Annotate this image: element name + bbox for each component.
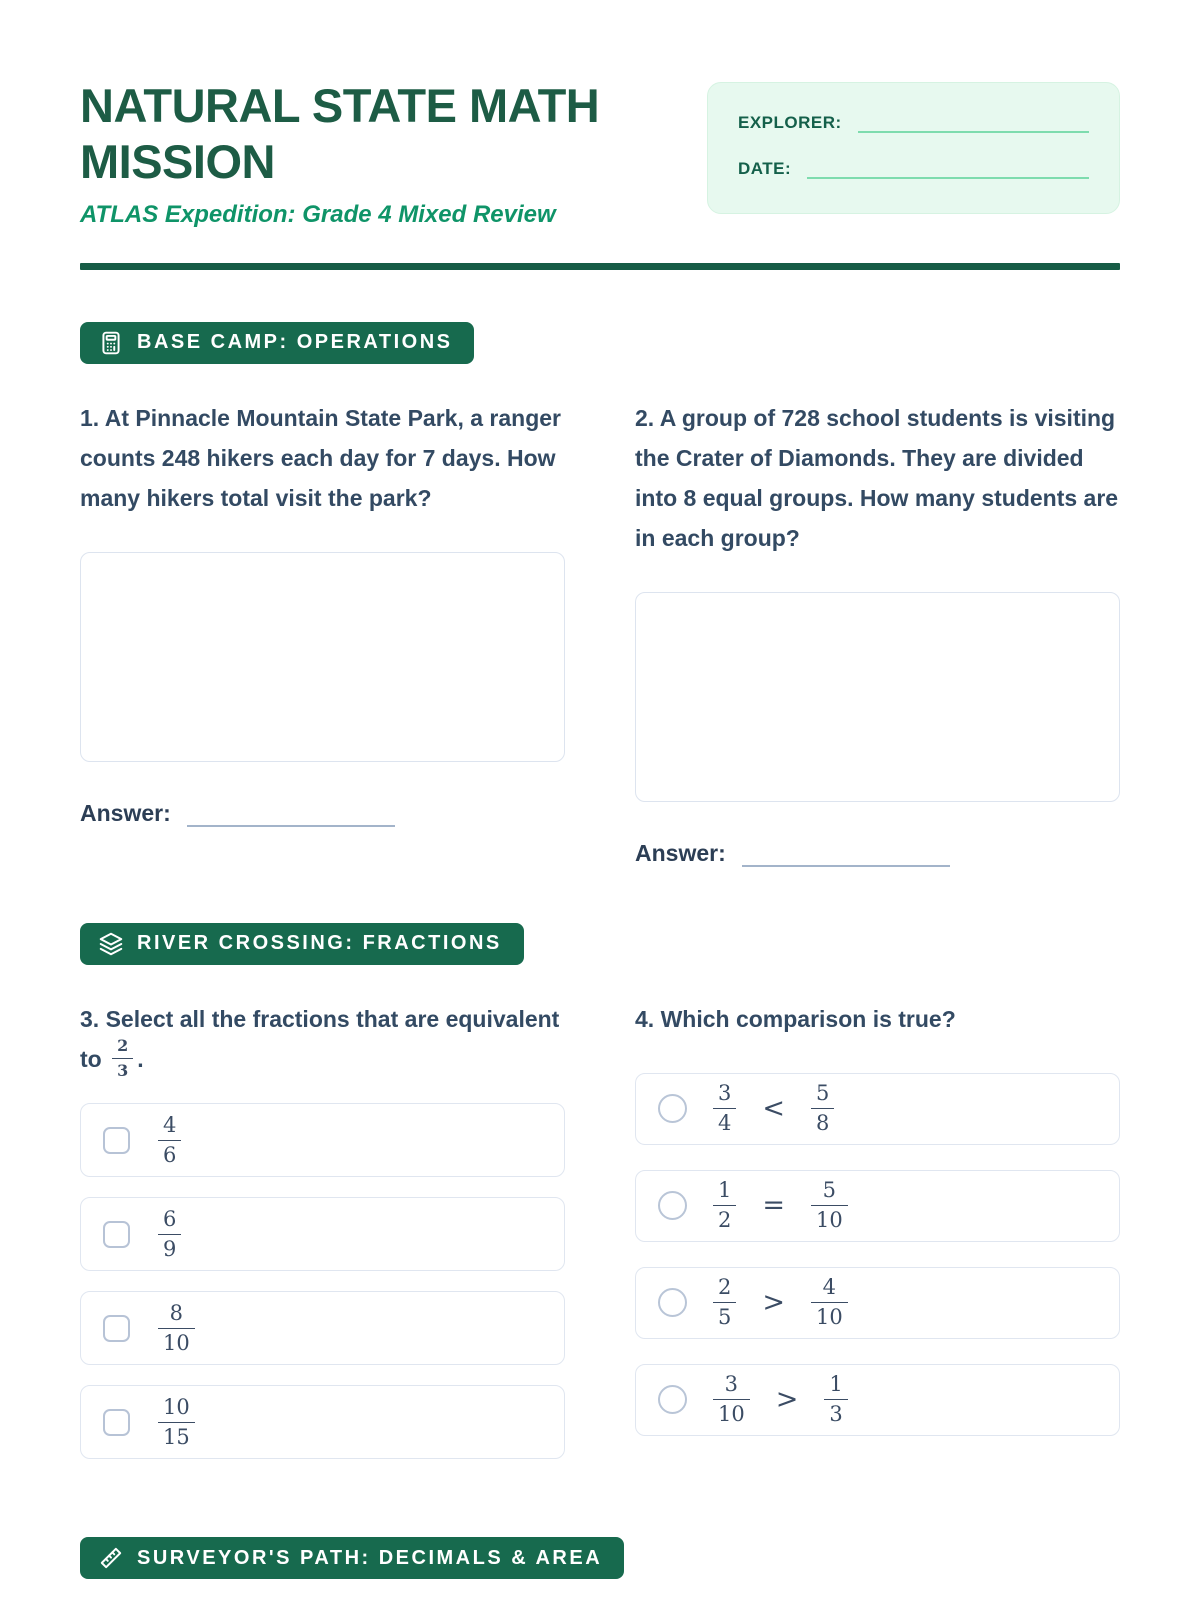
question-2-work-box[interactable] [635,592,1120,802]
comparison-operator: < [762,1093,785,1125]
fraction: $\frac{4}{6}$ [158,1115,181,1166]
checkbox[interactable] [103,1221,130,1248]
radio-button[interactable] [658,1288,687,1317]
section-label-decimals: SURVEYOR'S PATH: DECIMALS & AREA [137,1546,603,1569]
question-2-answer-line[interactable] [742,849,950,867]
question-2-answer-label: Answer: [635,839,726,866]
checkbox[interactable] [103,1409,130,1436]
comparison-operator: > [775,1384,799,1416]
checkbox[interactable] [103,1127,130,1154]
radio-button[interactable] [658,1191,687,1220]
q3-option-2[interactable] [80,1197,565,1271]
radio-button[interactable] [658,1385,687,1414]
question-3-text: 3. Select all the fractions that are equivalent to $\frac{2}{3}$ . [80,1005,560,1081]
radio-button[interactable] [658,1094,687,1123]
section-badge-fractions [80,923,524,965]
fraction: $\frac{8}{10}$ [158,1303,195,1354]
q3-option-3[interactable] [80,1291,565,1365]
question-1-work-box[interactable] [80,552,565,762]
fraction: $\frac{6}{9}$ [158,1209,181,1260]
fraction-right: $\frac{4}{10}$ [811,1277,848,1328]
q4-option-2[interactable] [635,1170,1120,1242]
date-label: DATE: [738,159,792,178]
target-fraction: $\frac{2}{3}$ [112,1038,133,1079]
fraction-right: $\frac{5}{10}$ [811,1180,848,1231]
question-1-text: 1. At Pinnacle Mountain State Park, a ranger counts 248 hikers each day for 7 days. How many hikers total visit the park? [80,404,562,511]
calculator-icon [98,330,124,356]
date-line[interactable] [807,159,1089,179]
question-1-answer-line[interactable] [187,809,395,827]
explorer-label: EXPLORER: [738,113,842,132]
layers-icon [98,931,124,957]
fraction-left: $\frac{3}{4}$ [713,1083,736,1134]
question-3-options [80,1103,565,1459]
question-1-answer-label: Answer: [80,799,171,826]
fraction-right: $\frac{1}{3}$ [824,1374,847,1425]
fraction-left: $\frac{1}{2}$ [713,1180,736,1231]
header [80,78,1120,229]
section-label-fractions: RIVER CROSSING: FRACTIONS [137,932,502,955]
q3-option-1[interactable] [80,1103,565,1177]
q4-option-3[interactable] [635,1267,1120,1339]
comparison-operator: = [762,1190,785,1222]
q4-option-1[interactable] [635,1073,1120,1145]
fraction: $\frac{10}{15}$ [158,1397,195,1448]
header-divider [80,263,1120,270]
page-title: NATURAL STATE MATH MISSION [80,79,600,189]
checkbox[interactable] [103,1315,130,1342]
q4-option-4[interactable] [635,1364,1120,1436]
fractions-questions [80,999,1120,1479]
q3-option-4[interactable] [80,1385,565,1459]
question-4-block [635,999,1120,1461]
explorer-card [707,82,1120,214]
question-2-block [635,398,1120,867]
section-label-operations: BASE CAMP: OPERATIONS [137,331,453,354]
section-badge-decimals [80,1537,624,1579]
question-1-block [80,398,565,827]
operations-questions [80,398,1120,867]
fraction-left: $\frac{2}{5}$ [713,1277,736,1328]
question-4-text: 4. Which comparison is true? [635,1005,956,1032]
question-2-text: 2. A group of 728 school students is visiting the Crater of Diamonds. They are divided into 8 equal groups. How many students are in each group? [635,404,1119,551]
question-3-block [80,999,565,1479]
fraction-right: $\frac{5}{8}$ [811,1083,834,1134]
ruler-icon [98,1545,124,1571]
explorer-name-line[interactable] [858,113,1089,133]
comparison-operator: > [762,1287,785,1319]
section-badge-operations [80,322,474,364]
subtitle: ATLAS Expedition: Grade 4 Mixed Review [80,200,556,228]
fraction-left: $\frac{3}{10}$ [713,1374,750,1425]
question-4-options [635,1073,1120,1436]
